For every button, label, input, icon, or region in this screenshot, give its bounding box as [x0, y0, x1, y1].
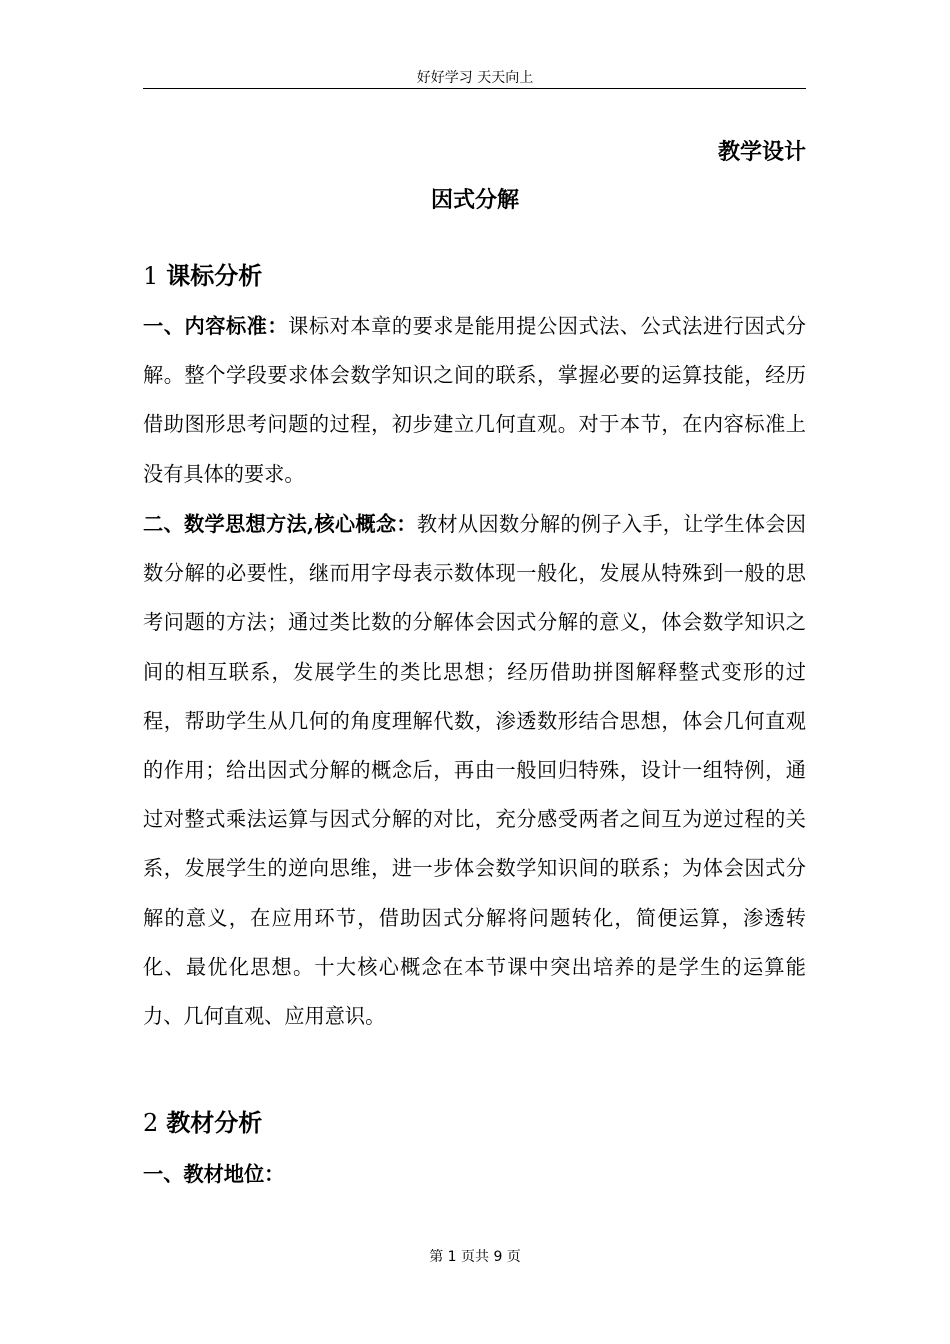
paragraph-math-thinking	[143, 500, 806, 1041]
section-number: 1	[143, 262, 159, 290]
paragraph-body: 教材从因数分解的例子入手，让学生体会因数分解的必要性，继而用字母表示数体现一般化，发展从特殊到一般的思考问题的方法；通过类比数的分解体会因式分解的意义，体会数学知识之间的相互联系，发展学生的类比思想；经历借助拼图解释整式变形的过程，帮助学生从几何的角度理解代数，渗透数形结合思想，体会几何直观的作用；给出因式分解的概念后，再由一般回归特殊，设计一组特例，通过对整式乘法运算与因式分解的对比，充分感受两者之间互为逆过程的关系，发展学生的逆向思维，进一步体会数学知识间的联系；为体会因式分解的意义，在应用环节，借助因式分解将问题转化，简便运算，渗透转化、最优化思想。十大核心概念在本节课中突出培养的是学生的运算能力、几何直观、应用意识。	[143, 512, 806, 1029]
header-divider	[143, 88, 806, 89]
paragraph-lead: 二、数学思想方法,核心概念：	[143, 512, 417, 536]
section-heading-2	[143, 1106, 806, 1140]
page-footer: 第 1 页共 9 页	[429, 1249, 521, 1265]
page-header: 好好学习 天天向上	[416, 70, 534, 86]
section-heading-1	[143, 259, 806, 293]
paragraph-content-standard	[143, 302, 806, 499]
section-title: 教材分析	[166, 1108, 263, 1137]
section-number: 2	[143, 1109, 159, 1137]
paragraph-lead: 一、教材地位：	[143, 1162, 285, 1186]
document-type: 教学设计	[717, 139, 806, 165]
document-title: 因式分解	[430, 187, 519, 213]
paragraph-lead: 一、内容标准：	[143, 314, 289, 338]
paragraph-textbook-position	[143, 1150, 806, 1199]
paragraph-body: 课标对本章的要求是能用提公因式法、公式法进行因式分解。整个学段要求体会数学知识之间的联系，掌握必要的运算技能，经历借助图形思考问题的过程，初步建立几何直观。对于本节，在内容标准上没有具体的要求。	[143, 314, 806, 486]
section-title: 课标分析	[166, 261, 263, 290]
